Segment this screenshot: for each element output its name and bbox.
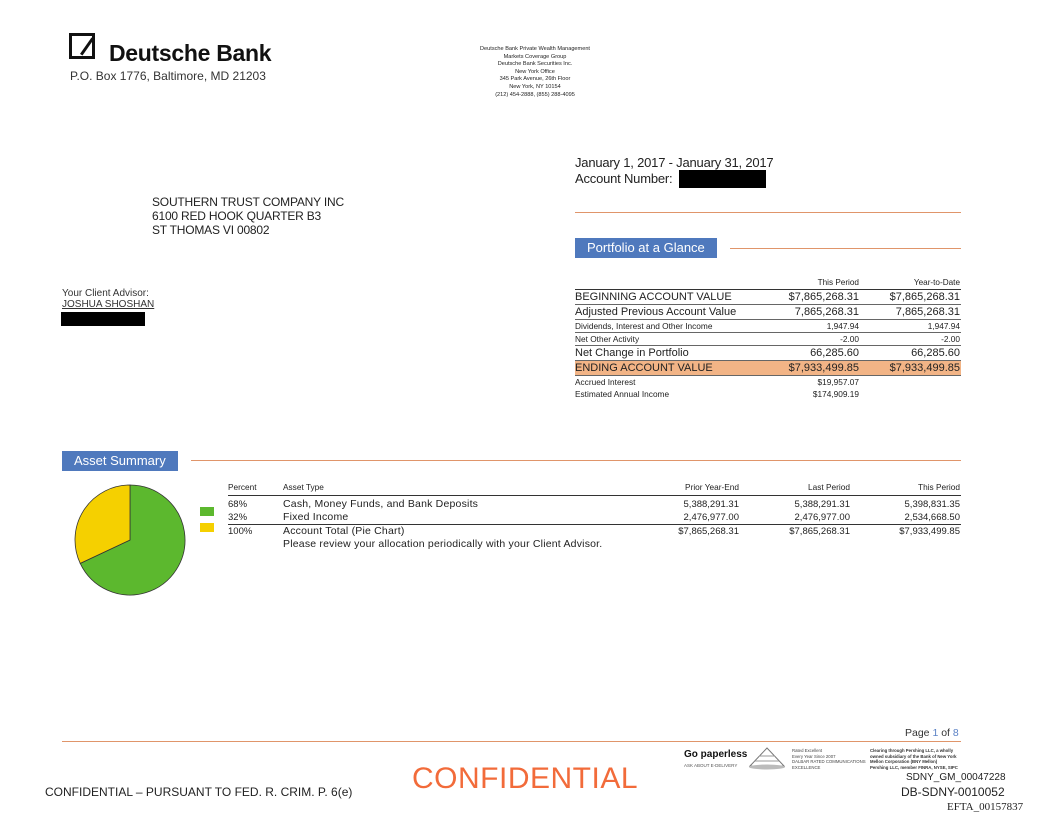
col-percent: Percent — [228, 482, 257, 492]
pershing-disclosure — [870, 748, 958, 770]
page-total: 8 — [952, 727, 959, 739]
row-label: Net Other Activity — [575, 334, 640, 344]
asset-pie-chart — [73, 483, 187, 597]
table-row — [575, 333, 961, 346]
bates-number: DB-SDNY-0010052 — [901, 785, 1005, 799]
address-line: SOUTHERN TRUST COMPANY INC — [152, 195, 344, 209]
page-of: of — [938, 727, 953, 739]
office-line: New York, NY 10154 — [509, 83, 561, 90]
total-asset-type: Account Total (Pie Chart) — [283, 525, 405, 537]
advisor-name: JOSHUA SHOSHAN — [62, 299, 155, 310]
row-asset-type: Fixed Income — [283, 511, 349, 523]
portfolio-table — [575, 277, 961, 400]
row-percent: 32% — [228, 512, 248, 523]
row-last: 2,476,977.00 — [794, 512, 850, 523]
table-row-highlight — [575, 361, 961, 376]
award-line: Every Year Since 2007 — [792, 753, 836, 759]
account-number-label: Account Number: — [575, 171, 673, 186]
footer-divider — [62, 741, 961, 742]
table-row — [228, 498, 961, 511]
total-this: $7,933,499.85 — [899, 526, 960, 537]
table-row — [575, 376, 961, 388]
table-row — [575, 346, 961, 361]
row-label: Accrued Interest — [575, 377, 636, 387]
go-paperless-subtitle: ASK ABOUT E-DELIVERY — [684, 763, 738, 768]
dalbar-award-icon — [746, 744, 788, 770]
col-asset-type: Asset Type — [283, 482, 324, 492]
pershing-line: Mellon Corporation (BNY Mellon) — [870, 759, 938, 765]
row-label: Estimated Annual Income — [575, 389, 670, 399]
deutsche-bank-logo-icon — [69, 33, 95, 59]
col-prior-year-end: Prior Year-End — [685, 482, 739, 492]
total-prior: $7,865,268.31 — [678, 526, 739, 537]
asset-summary-tag: Asset Summary — [62, 451, 178, 471]
divider — [730, 248, 961, 249]
row-this: 5,398,831.35 — [904, 499, 960, 510]
award-line: EXCELLENCE — [792, 764, 821, 770]
row-this: 2,534,668.50 — [904, 512, 960, 523]
table-header — [228, 481, 961, 496]
client-advisor — [62, 288, 154, 310]
legend-swatch-fixed-income — [200, 523, 214, 532]
col-this-period: This Period — [918, 482, 960, 492]
account-number-redaction — [679, 170, 766, 188]
page-current: 1 — [932, 727, 939, 739]
page-prefix: Page — [905, 727, 933, 739]
total-last: $7,865,268.31 — [789, 526, 850, 537]
confidential-stamp: CONFIDENTIAL — [412, 762, 639, 795]
row-this: 66,285.60 — [810, 347, 859, 359]
row-prior: 2,476,977.00 — [683, 512, 739, 523]
go-paperless-title: Go paperless — [684, 749, 748, 760]
asset-table — [228, 481, 961, 550]
total-percent: 100% — [228, 526, 253, 537]
divider — [191, 460, 961, 461]
pershing-line: Clearing through Pershing LLC, a wholly — [870, 748, 954, 753]
award-line: DALBAR RATED COMMUNICATIONS — [792, 759, 866, 765]
pershing-line: Pershing LLC, member FINRA, NYSE, SIPC — [870, 764, 958, 770]
col-year-to-date: Year-to-Date — [913, 278, 960, 287]
row-ytd: 7,865,268.31 — [895, 306, 960, 318]
col-last-period: Last Period — [808, 482, 850, 492]
table-row — [575, 305, 961, 320]
office-line: Deutsche Bank Private Wealth Management — [480, 46, 590, 52]
portfolio-tag: Portfolio at a Glance — [575, 238, 717, 258]
office-line: 345 Park Avenue, 26th Floor — [499, 76, 571, 83]
office-address-block — [445, 46, 625, 99]
office-line: New York Office — [515, 68, 555, 75]
bank-name: Deutsche Bank — [109, 40, 272, 66]
table-header — [575, 277, 961, 290]
row-ytd: 1,947.94 — [927, 321, 960, 331]
address-line: ST THOMAS VI 00802 — [152, 223, 270, 237]
bates-number: EFTA_00157837 — [947, 801, 1024, 813]
row-prior: 5,388,291.31 — [683, 499, 739, 510]
row-label: Net Change in Portfolio — [575, 347, 689, 359]
legend-swatch-cash — [200, 507, 214, 516]
table-row-total — [228, 524, 961, 538]
confidential-legend: CONFIDENTIAL – PURSUANT TO FED. R. CRIM. P. 6(e) — [45, 785, 353, 799]
col-this-period: This Period — [817, 278, 859, 287]
row-percent: 68% — [228, 499, 248, 510]
table-row — [575, 320, 961, 333]
row-this: 1,947.94 — [826, 321, 859, 331]
row-this: $7,865,268.31 — [788, 291, 859, 303]
award-line: Rated Excellent — [792, 748, 823, 753]
row-ytd: -2.00 — [941, 334, 960, 344]
row-last: 5,388,291.31 — [794, 499, 850, 510]
advisor-contact-redaction — [61, 312, 145, 326]
office-line: Markets Coverage Group — [503, 53, 567, 60]
row-this: $174,909.19 — [812, 389, 859, 399]
allocation-note: Please review your allocation periodically with your Client Advisor. — [283, 538, 603, 550]
row-ytd: 66,285.60 — [911, 347, 960, 359]
row-label: Dividends, Interest and Other Income — [575, 321, 713, 331]
row-label: ENDING ACCOUNT VALUE — [575, 362, 713, 374]
row-asset-type: Cash, Money Funds, and Bank Deposits — [283, 498, 479, 510]
row-label: BEGINNING ACCOUNT VALUE — [575, 291, 732, 303]
row-label: Adjusted Previous Account Value — [575, 306, 737, 318]
row-this: -2.00 — [840, 334, 859, 344]
divider — [575, 212, 961, 213]
recipient-address — [152, 195, 344, 237]
bank-address: P.O. Box 1776, Baltimore, MD 21203 — [70, 69, 266, 83]
pershing-line: owned subsidiary of the Bank of New York — [870, 753, 957, 759]
table-row — [575, 388, 961, 400]
row-ytd: $7,933,499.85 — [889, 362, 960, 374]
office-line: Deutsche Bank Securities Inc. — [497, 61, 573, 68]
dalbar-award-text — [792, 748, 866, 770]
statement-period: January 1, 2017 - January 31, 2017 — [575, 155, 774, 170]
bates-number: SDNY_GM_00047228 — [906, 772, 1006, 783]
page-number — [905, 727, 959, 739]
row-this: $19,957.07 — [817, 377, 859, 387]
advisor-label: Your Client Advisor: — [62, 288, 149, 299]
table-row — [228, 511, 961, 524]
address-line: 6100 RED HOOK QUARTER B3 — [152, 209, 322, 223]
row-ytd: $7,865,268.31 — [889, 291, 960, 303]
office-line: (212) 454-2888, (855) 288-4095 — [495, 91, 575, 98]
row-this: 7,865,268.31 — [794, 306, 859, 318]
row-this: $7,933,499.85 — [788, 362, 859, 374]
table-row — [575, 290, 961, 305]
